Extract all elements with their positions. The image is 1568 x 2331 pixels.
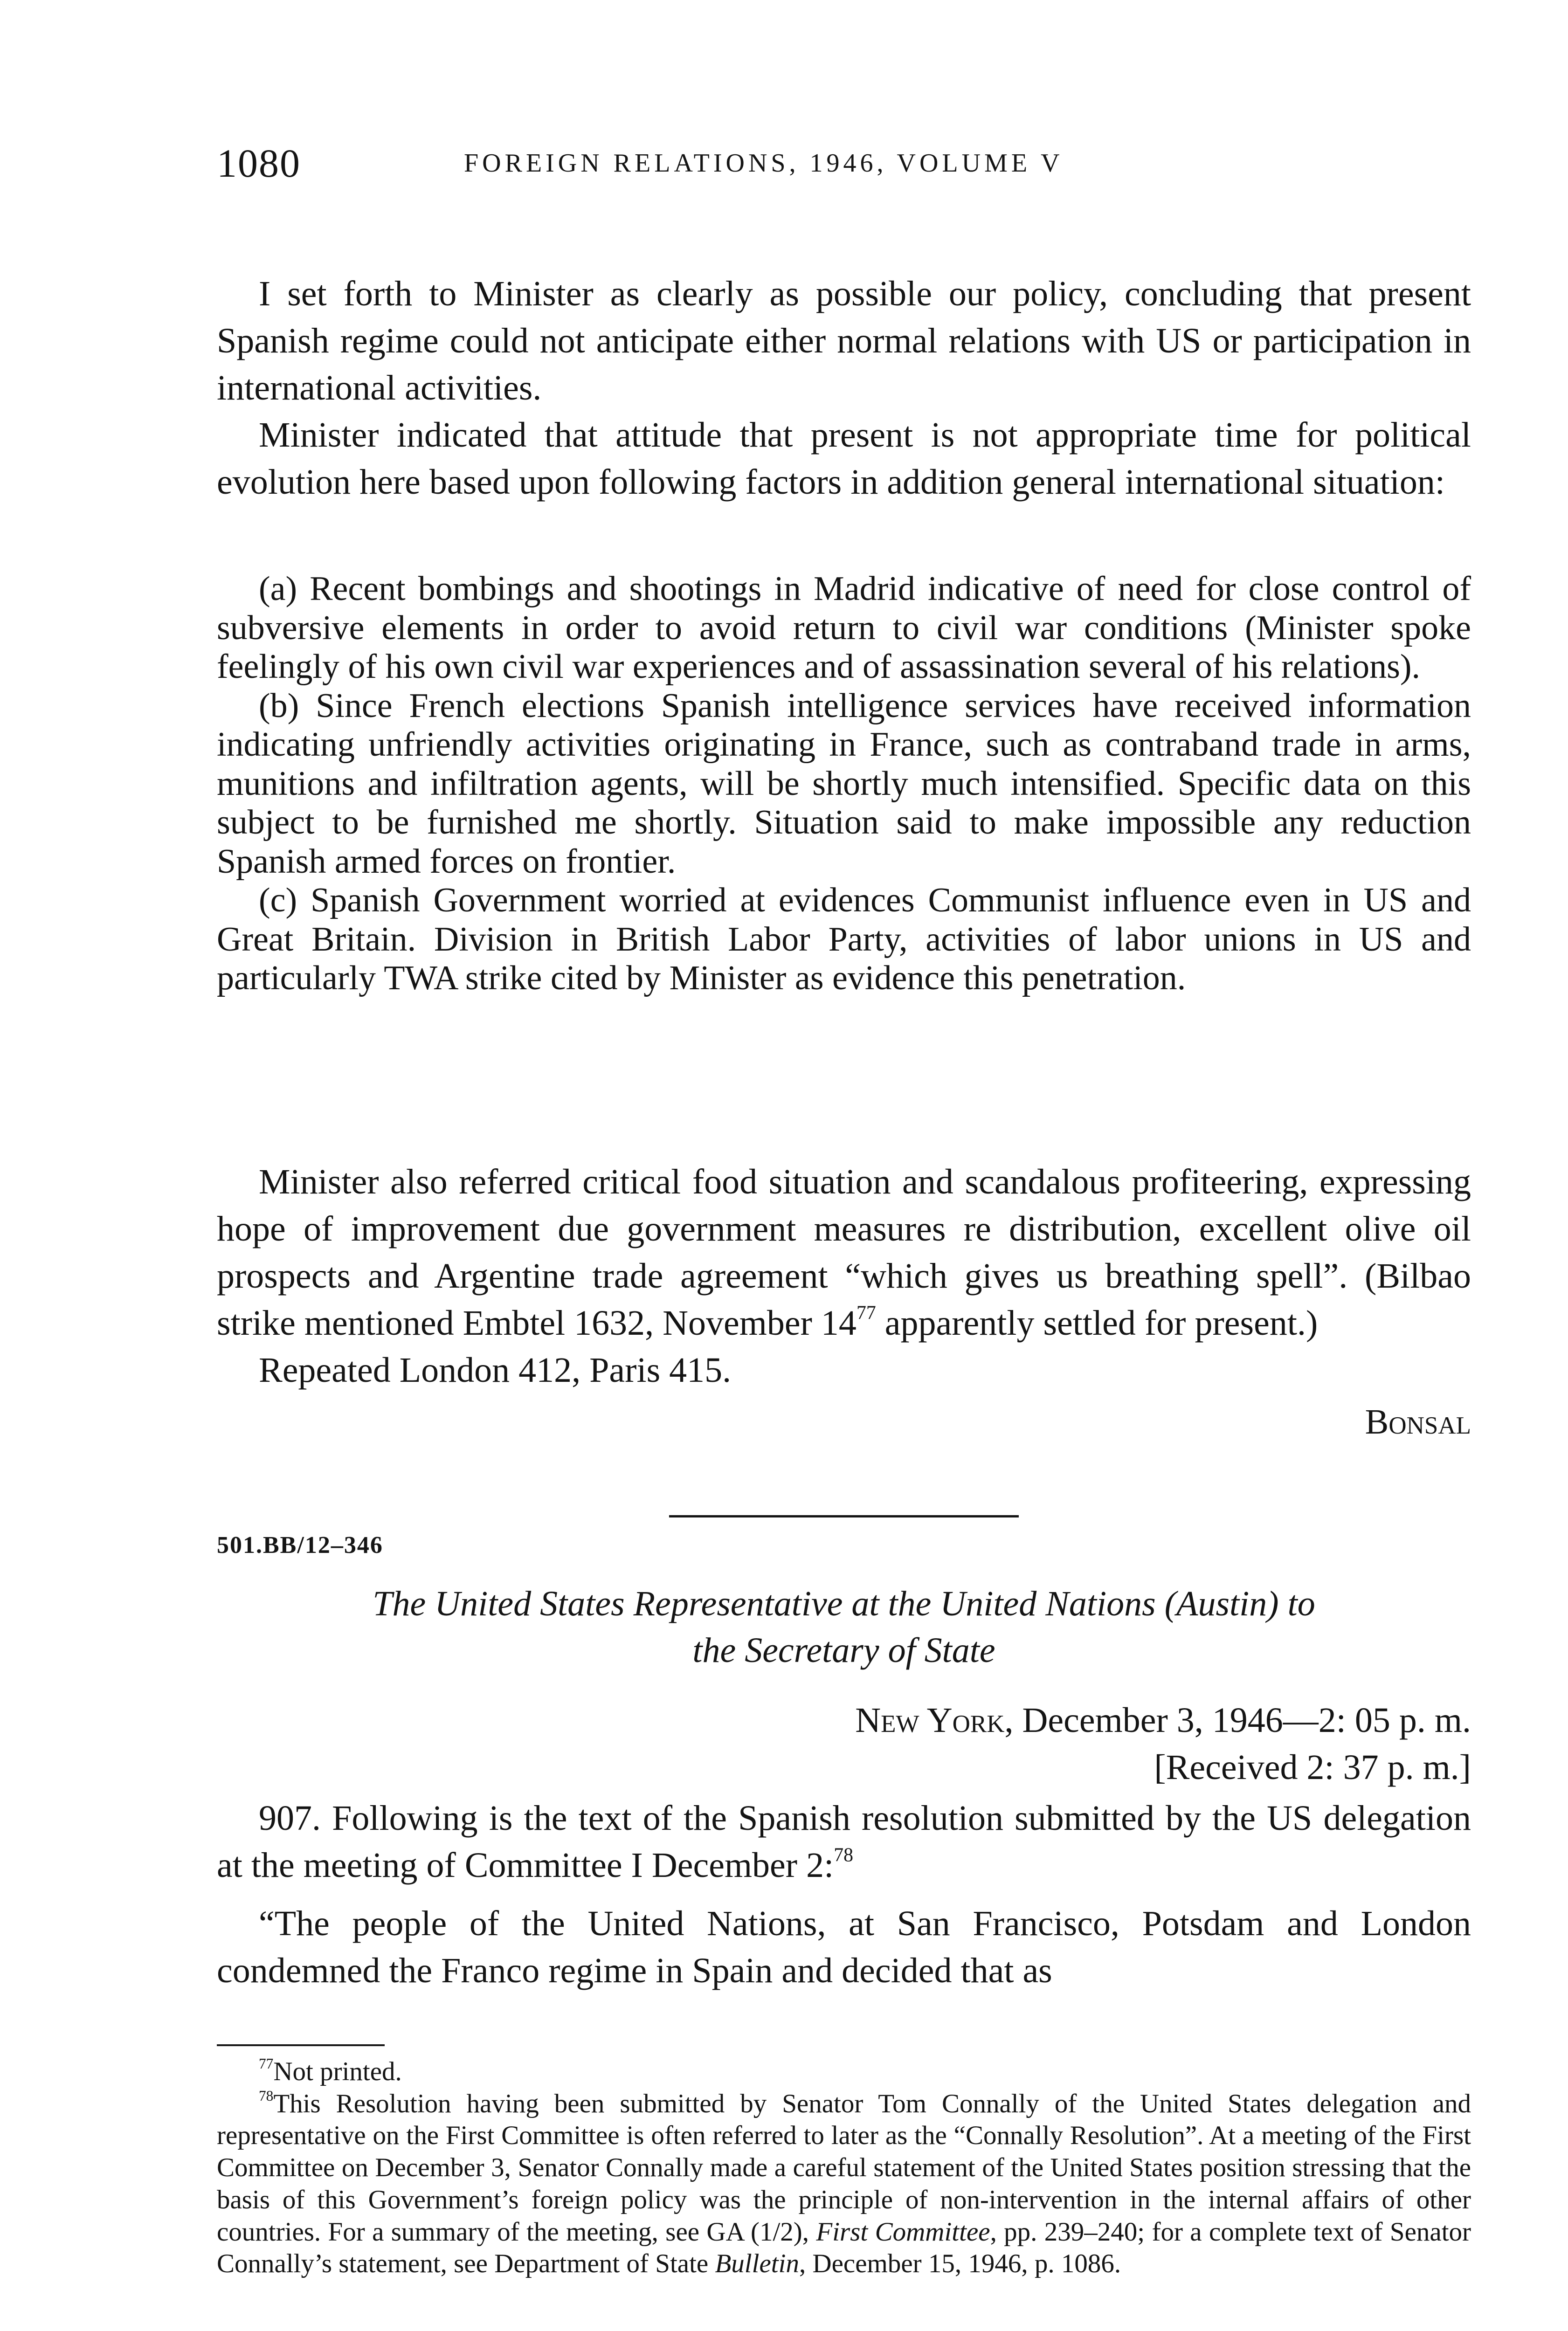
running-title: FOREIGN RELATIONS, 1946, VOLUME V: [464, 149, 1064, 178]
footnote-77: $^{77}$Not printed.: [259, 2055, 402, 2086]
resolution-text: [217, 1795, 1471, 1994]
factor-item-b: (b) Since French elections Spanish intelligence services have received information indicating unfriendly activities originating in France, such as contraband trade in arms, munitions and infiltration agents, will be shortly much intensified. Specific data on this subject to be furnished me shortly. Situation said to make impossible any reduction Spanish armed forces on frontier.: [217, 686, 1471, 881]
telegram-closing: [217, 1159, 1471, 1446]
quoted-resolution: “The people of the United Nations, at San Francisco, Potsdam and London condemned the Franco regime in Spain and decided that as: [217, 1904, 1471, 1990]
factor-item-c: (c) Spanish Government worried at evidences Communist influence even in US and Great Britain. Division in British Labor Party, activities of labor unions in US and particularly TWA strike cited by Minister as evidence this penetration.: [217, 881, 1471, 997]
footnote-divider: [217, 2044, 385, 2046]
section-divider: [669, 1515, 1019, 1517]
file-number: 501.BB/12–346: [217, 1532, 383, 1559]
body-paragraph: Minister also referred critical food situation and scandalous profiteering, expressing hope of improvement due government measures re distribution, excellent olive oil prospects and Argentine trade agreement “which gives us breathing spell”. (Bilbao strike mentioned Embtel 1632, November $14^{77}$ apparently settled for present.): [217, 1162, 1471, 1343]
dateline-place: New York: [855, 1701, 1005, 1740]
factor-item-a: (a) Recent bombings and shootings in Madrid indicative of need for close control of subversive elements in order to avoid return to civil war conditions (Minister spoke feelingly of his own civil war experiences and of assassination several of his relations).: [217, 570, 1471, 686]
dateline: New York, December 3, 1946—2: 05 p. m.: [855, 1701, 1471, 1740]
footnote-78: $^{78}$This Resolution having been submitted by Senator Tom Connally of the United States delegation and representative on the First Committee is often referred to later as the “Connally Resolution”. At a meeting of the First Committee on December 3, Senator Connally made a careful statement of the United States position stressing that the basis of this Government’s foreign policy was the principle of non-intervention in the internal affairs of other countries. For a summary of the meeting, see GA (1/2), First Committee, pp. 239–240; for a complete text of Senator Connally’s statement, see Department of State Bulletin, December 15, 1946, p. 1086.: [217, 2087, 1471, 2279]
dateline-block: [217, 1697, 1471, 1791]
footnotes: [217, 2056, 1471, 2280]
factor-list: [217, 570, 1471, 998]
footnote-ref: 78: [834, 1844, 854, 1866]
received-time: [Received 2: 37 p. m.]: [1154, 1748, 1471, 1787]
repeat-line: Repeated London 412, Paris 415.: [259, 1351, 732, 1390]
body-paragraph: I set forth to Minister as clearly as possible our policy, concluding that present Spanish regime could not anticipate either normal relations with US or participation in international activities.: [217, 274, 1471, 407]
signature: Bonsal: [1365, 1402, 1471, 1441]
page-number: 1080: [217, 141, 301, 186]
file-number-block: [217, 1531, 1471, 1559]
telegram-text: [217, 270, 1471, 506]
body-paragraph: Minister indicated that attitude that present is not appropriate time for political evolution here based upon following factors in addition general international situation:: [217, 415, 1471, 502]
page-header: [217, 140, 1471, 196]
document-heading: [217, 1580, 1471, 1674]
document-title-line-2: the Secretary of State: [692, 1631, 995, 1670]
body-paragraph: 907. Following is the text of the Spanish resolution submitted by the US delegation at the meeting of Committee I December 2:$^{78}$: [217, 1799, 1471, 1885]
document-title-line-1: The United States Representative at the United Nations (Austin) to: [373, 1584, 1315, 1623]
footnote-ref: 77: [856, 1302, 876, 1324]
